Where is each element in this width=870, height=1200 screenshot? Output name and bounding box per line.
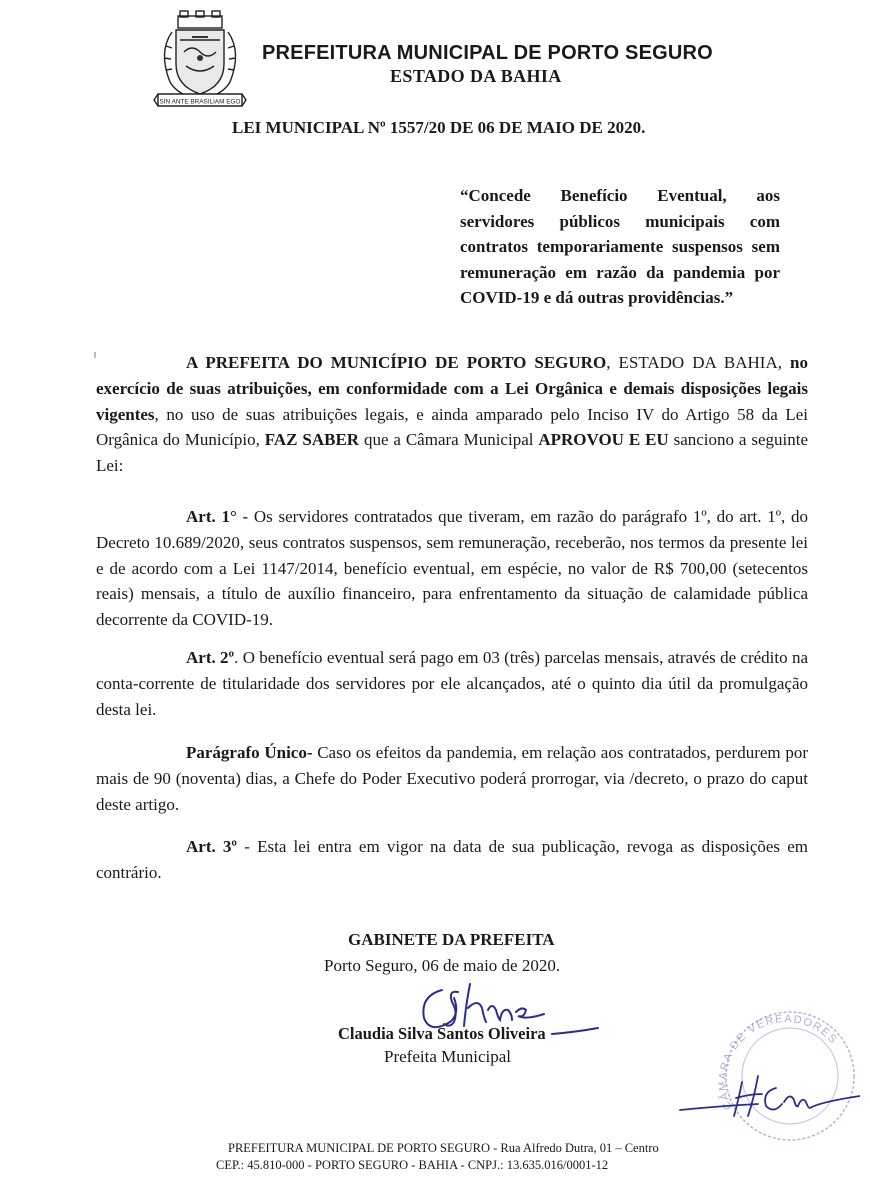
- preamble-bold-3: FAZ SABER: [264, 430, 360, 450]
- article-text: Caso os efeitos da pandemia, em relação aos contratados, perdurem por mais de 90 (noventa) dias, a Chefe do Poder Executivo poderá prorrogar, via /decreto, o prazo do caput deste artigo.: [96, 743, 808, 814]
- footer-cnpj: CEP.: 45.810-000 - PORTO SEGURO - BAHIA - CNPJ.: 13.635.016/0001-12: [216, 1158, 609, 1172]
- article-1: [96, 504, 808, 633]
- law-title: LEI MUNICIPAL Nº 1557/20 DE 06 DE MAIO DE 2020.: [232, 118, 646, 137]
- page-title: PREFEITURA MUNICIPAL DE PORTO SEGURO: [262, 42, 713, 64]
- page-subtitle: ESTADO DA BAHIA: [390, 66, 562, 86]
- article-2: [96, 645, 808, 722]
- article-label: Art. 3º: [186, 837, 238, 856]
- article-label: Art. 2º: [186, 648, 235, 667]
- preamble-bold-4: APROVOU E EU: [538, 430, 669, 450]
- article-text: - Os servidores contratados que tiveram, em razão do parágrafo 1º, do art. 1º, do Decreto 10.689/2020, seus contratos suspensos, sem remuneração, receberão, nos termos da presente lei e de acordo com a Lei 1147/2014, benefício eventual, em espécie, no valor de R$ 700,00 (setecentos reais) mensais, a título de auxílio financeiro, para enfrentamento da situação de calamidade pública decorrente da COVID-19.: [96, 507, 808, 630]
- preamble-text-1: , ESTADO DA BAHIA,: [606, 353, 791, 372]
- article-3: [96, 834, 808, 886]
- article-text: - Esta lei entra em vigor na data de sua publicação, revoga as disposições em contrário.: [96, 837, 808, 882]
- preamble-bold-1: A PREFEITA DO MUNICÍPIO DE PORTO SEGURO: [186, 353, 607, 372]
- law-summary: “Concede Benefício Eventual, aos servidores públicos municipais com contratos temporariamente suspensos sem remuneração em razão da pandemia por COVID-19 e dá outras providências.”: [460, 186, 780, 307]
- stamp-text: CÂMARA DE VEREADORES: [716, 1013, 840, 1112]
- signer-role: Prefeita Municipal: [384, 1047, 511, 1066]
- coat-of-arms-icon: [152, 10, 248, 114]
- sole-paragraph: [96, 740, 808, 817]
- rubric-signature: [676, 1068, 860, 1130]
- office-name: GABINETE DA PREFEITA: [348, 930, 555, 949]
- article-label: Parágrafo Único-: [186, 743, 313, 762]
- place-date: Porto Seguro, 06 de maio de 2020.: [324, 956, 561, 975]
- signer-name: Claudia Silva Santos Oliveira: [338, 1024, 546, 1043]
- article-label: Art. 1°: [186, 507, 237, 526]
- preamble-text-3: que a Câmara Municipal: [359, 430, 539, 450]
- preamble-paragraph: [96, 350, 808, 479]
- preamble-text-4: sanciono a seguinte Lei:: [96, 430, 808, 476]
- preamble-bold-2: no exercício de suas atribuições, em conformidade com a Lei Orgânica e demais disposições legais vigentes: [96, 353, 809, 424]
- crest-motto: SIN ANTE BRASILIAM EGO: [159, 98, 241, 106]
- footer-address: PREFEITURA MUNICIPAL DE PORTO SEGURO - Rua Alfredo Dutra, 01 – Centro: [228, 1141, 659, 1155]
- preamble-text-2: , no uso de suas atribuições legais, e ainda amparado pelo Inciso IV do Artigo 58 da Lei Orgânica do Município,: [96, 404, 808, 450]
- article-text: . O benefício eventual será pago em 03 (três) parcelas mensais, através de crédito na conta-corrente de titularidade dos servidores por ele alcançados, até o quinto dia útil da promulgação desta lei.: [96, 648, 808, 719]
